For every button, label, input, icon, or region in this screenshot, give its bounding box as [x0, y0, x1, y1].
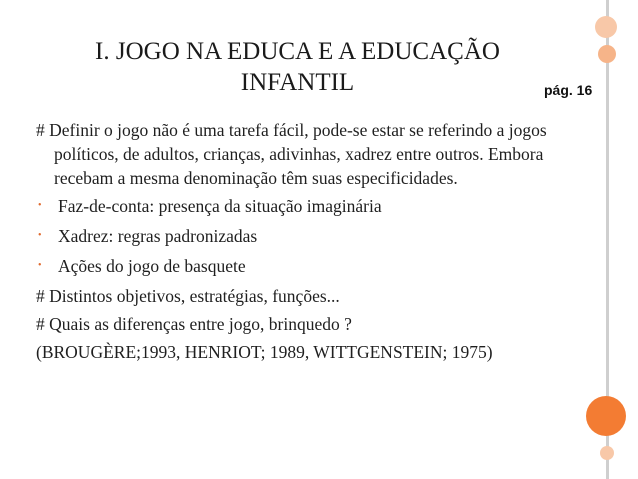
citation-line: (BROUGÈRE;1993, HENRIOT; 1989, WITTGENSTEIN; 1975) — [36, 342, 493, 362]
bullet-text: Xadrez: regras padronizadas — [58, 226, 258, 246]
slide-title-line-2: INFANTIL — [240, 69, 355, 96]
bullet-item — [36, 194, 566, 218]
bullet-item — [36, 224, 566, 248]
bullet-text: Ações do jogo de basquete — [58, 256, 246, 276]
decorative-circle — [595, 16, 617, 38]
slide-body — [36, 118, 566, 368]
decorative-circle — [600, 446, 614, 460]
slide-title — [40, 36, 555, 98]
slide-title-line-1: I. JOGO NA EDUCA E A EDUCAÇÃO — [95, 38, 500, 65]
bullet-text: Faz-de-conta: presença da situação imaginária — [58, 196, 382, 216]
decorative-circle — [598, 45, 616, 63]
bullet-item — [36, 254, 566, 278]
objectives-line: # Distintos objetivos, estratégias, funções... — [36, 286, 340, 306]
decorative-circle — [586, 396, 626, 436]
definition-paragraph: # Definir o jogo não é uma tarefa fácil, pode-se estar se referindo a jogos políticos, de adultos, crianças, adivinhas, xadrez entre outros. Embora recebam a mesma denominação têm suas especificidades. — [36, 120, 547, 188]
bullet-icon: • — [38, 230, 42, 241]
bullet-icon: • — [38, 260, 42, 271]
bullet-icon: • — [38, 200, 42, 211]
question-line: # Quais as diferenças entre jogo, brinquedo ? — [36, 314, 352, 334]
page-reference: pág. 16 — [544, 82, 593, 98]
